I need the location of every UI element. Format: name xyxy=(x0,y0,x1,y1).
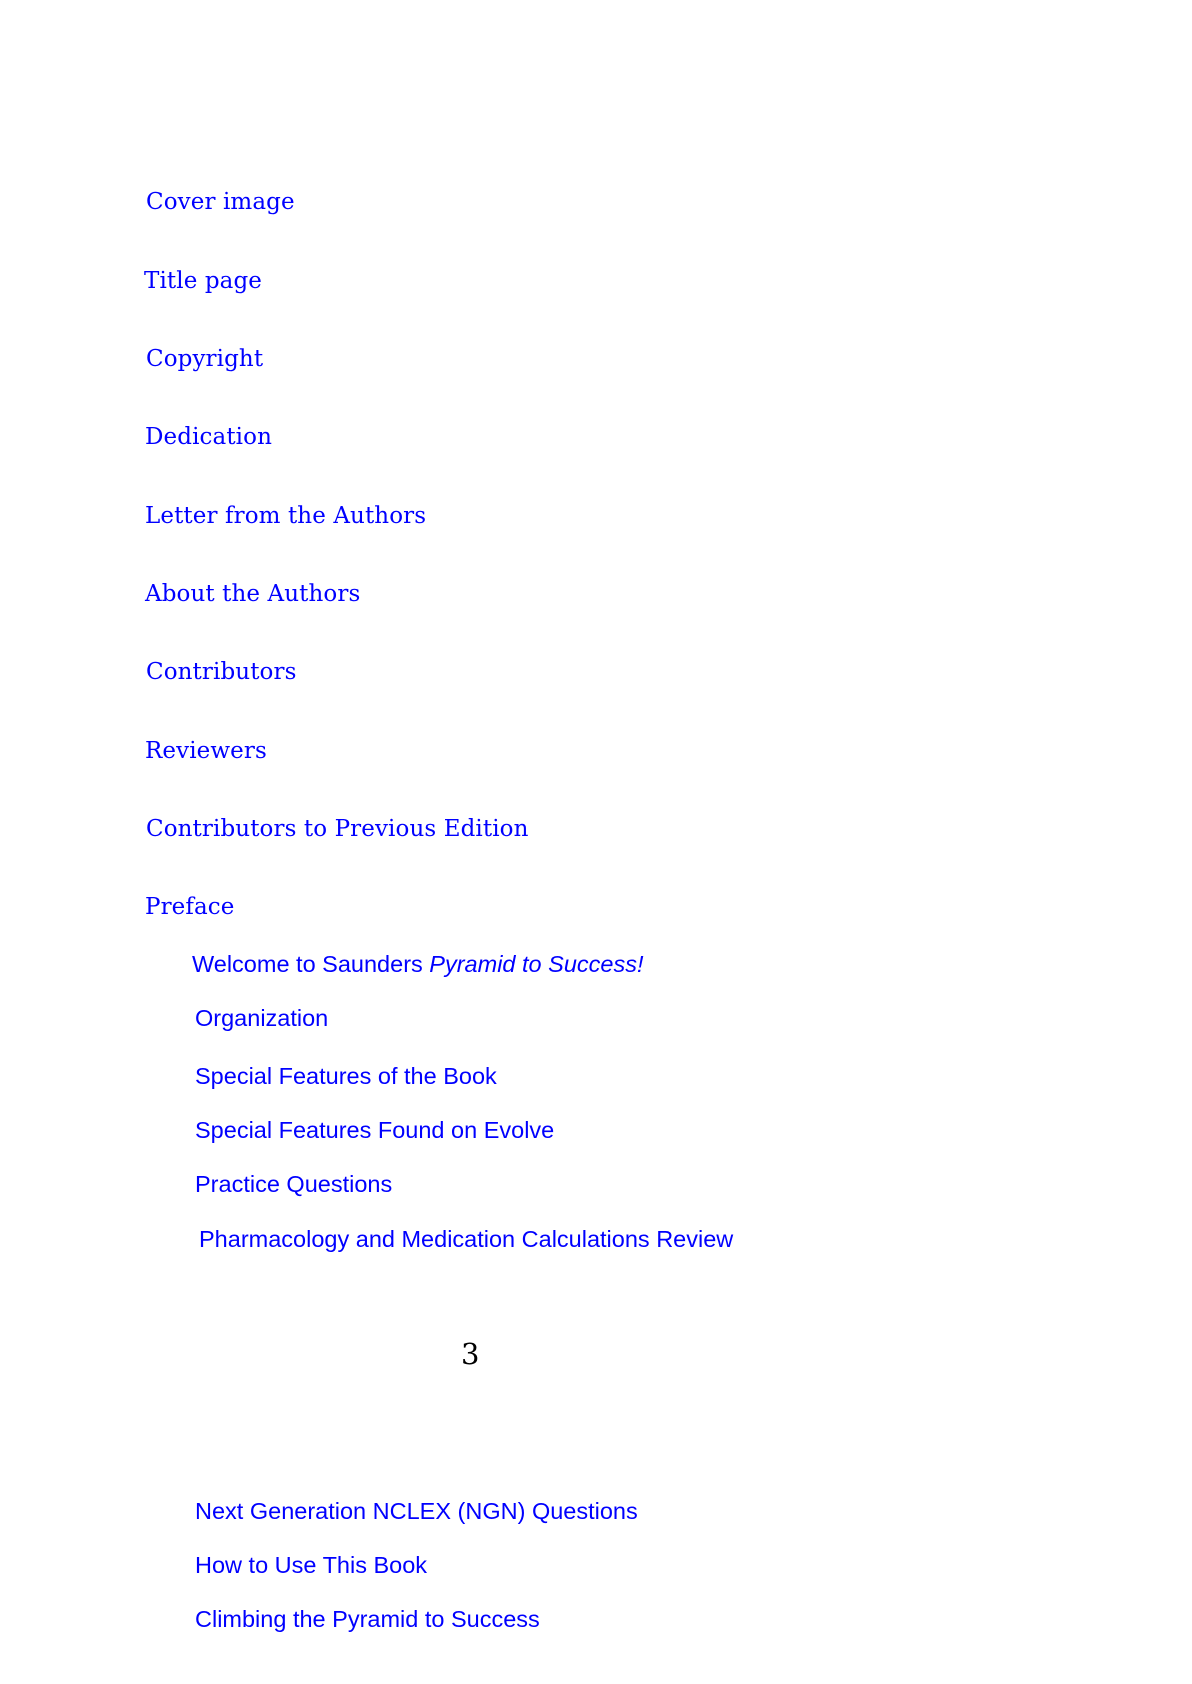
toc-link-how-to-use[interactable]: How to Use This Book xyxy=(195,1552,428,1578)
toc-link-contributors-previous-edition[interactable]: Contributors to Previous Edition xyxy=(146,816,529,842)
toc-link-pharmacology-review[interactable]: Pharmacology and Medication Calculations Review xyxy=(199,1226,734,1252)
toc-link-cover-image[interactable]: Cover image xyxy=(146,189,295,215)
welcome-prefix-text: Welcome to Saunders xyxy=(192,951,430,977)
toc-link-practice-questions[interactable]: Practice Questions xyxy=(195,1171,393,1197)
toc-link-preface[interactable]: Preface xyxy=(145,894,235,920)
toc-link-letter-from-authors[interactable]: Letter from the Authors xyxy=(145,503,427,529)
toc-link-climbing-pyramid[interactable]: Climbing the Pyramid to Success xyxy=(195,1606,540,1632)
toc-link-reviewers[interactable]: Reviewers xyxy=(145,738,267,764)
toc-link-ngn-questions[interactable]: Next Generation NCLEX (NGN) Questions xyxy=(195,1498,638,1524)
toc-link-welcome[interactable] xyxy=(192,953,643,977)
toc-link-title-page[interactable]: Title page xyxy=(144,268,262,294)
page-number: 3 xyxy=(461,1337,480,1371)
toc-link-dedication[interactable]: Dedication xyxy=(145,424,272,450)
toc-link-special-features-evolve[interactable]: Special Features Found on Evolve xyxy=(195,1117,555,1143)
welcome-italic-text: Pyramid to Success! xyxy=(429,951,644,977)
toc-link-special-features-book[interactable]: Special Features of the Book xyxy=(195,1063,497,1089)
toc-link-organization[interactable]: Organization xyxy=(195,1005,329,1031)
toc-link-contributors[interactable]: Contributors xyxy=(146,659,297,685)
toc-link-about-authors[interactable]: About the Authors xyxy=(145,581,361,607)
toc-link-copyright[interactable]: Copyright xyxy=(146,346,264,372)
